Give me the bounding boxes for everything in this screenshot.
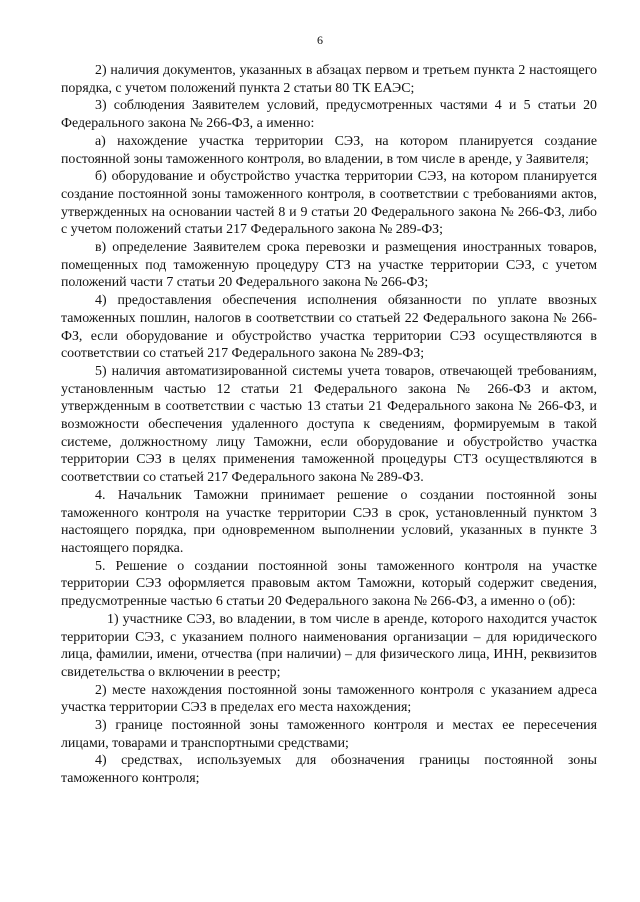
paragraph-item-2: 2) месте нахождения постоянной зоны таможенного контроля с указанием адреса участка территории СЭЗ в пределах его места нахождения; xyxy=(61,682,597,716)
paragraph-subitem-b: б) оборудование и обустройство участка территории СЭЗ, на котором планируется создание постоянной зоны таможенного контроля, в соответствии с требованиями актов, утвержденных на основании частей 8 и 9 статьи 20 Федерального закона № 266-ФЗ, либо с учетом положений статьи 217 Федерального закона № 289-ФЗ; xyxy=(61,169,597,238)
paragraph-condition-3: 3) соблюдения Заявителем условий, предусмотренных частями 4 и 5 статьи 20 Федерального закона № 266-ФЗ, а именно: xyxy=(61,98,597,132)
paragraph-condition-2: 2) наличия документов, указанных в абзацах первом и третьем пункта 2 настоящего порядка, с учетом положений пункта 2 статьи 80 ТК ЕАЭС; xyxy=(61,63,597,96)
paragraph-item-1: 1) участнике СЭЗ, во владении, в том числе в аренде, которого находится участок территории СЭЗ, с указанием полного наименования организации – для юридического лица, фамилии, имени, отчества (при наличии) – для физического лица, ИНН, реквизитов свидетельства о включении в реестр; xyxy=(61,611,597,680)
paragraph-clause-5: 5. Решение о создании постоянной зоны таможенного контроля на участке территории СЭЗ оформляется правовым актом Таможни, который содержит сведения, предусмотренные частью 6 статьи 20 Федерального закона № 266-ФЗ, а именно о (об): xyxy=(61,558,597,610)
document-body xyxy=(61,62,597,788)
paragraph-subitem-v: в) определение Заявителем срока перевозки и размещения иностранных товаров, помещенных под таможенную процедуру СТЗ на участке территории СЭЗ, с учетом положений части 7 статьи 20 Федерального закона № 266-ФЗ; xyxy=(61,240,597,291)
paragraph-condition-5: 5) наличия автоматизированной системы учета товаров, отвечающей требованиям, установленным частью 12 статьи 21 Федерального закона № 266-ФЗ и актом, утвержденным в соответствии с частью 13 статьи 21 Федерального закона № 266-ФЗ, и возможности обеспечения удаленного доступа к сведениям, формируемым в такой системе, должностному лицу Таможни, если оборудование и обустройство участка территории СЭЗ в целях применения таможенной процедуры СТЗ осуществляются в соответствии со статьей 217 Федерального закона № 289-ФЗ. xyxy=(61,363,597,486)
paragraph-condition-4: 4) предоставления обеспечения исполнения обязанности по уплате ввозных таможенных пошлин, налогов в соответствии со статьей 22 Федерального закона № 266-ФЗ, если оборудование и обустройство участка территории СЭЗ осуществляются в соответствии со статьей 217 Федерального закона № 289-ФЗ; xyxy=(61,293,597,362)
paragraph-subitem-a: а) нахождение участка территории СЭЗ, на котором планируется создание постоянной зоны таможенного контроля, во владении, в том числе в аренде, у Заявителя; xyxy=(61,133,597,167)
paragraph-item-3: 3) границе постоянной зоны таможенного контроля и местах ее пересечения лицами, товарами и транспортными средствами; xyxy=(61,718,597,751)
page-number: 6 xyxy=(317,33,323,47)
paragraph-clause-4: 4. Начальник Таможни принимает решение о создании постоянной зоны таможенного контроля на участке территории СЭЗ в срок, установленный пунктом 3 настоящего порядка, при одновременном выполнении условий, указанных в пункте 3 настоящего порядка. xyxy=(61,487,597,556)
paragraph-item-4: 4) средствах, используемых для обозначения границы постоянной зоны таможенного контроля; xyxy=(61,753,597,787)
